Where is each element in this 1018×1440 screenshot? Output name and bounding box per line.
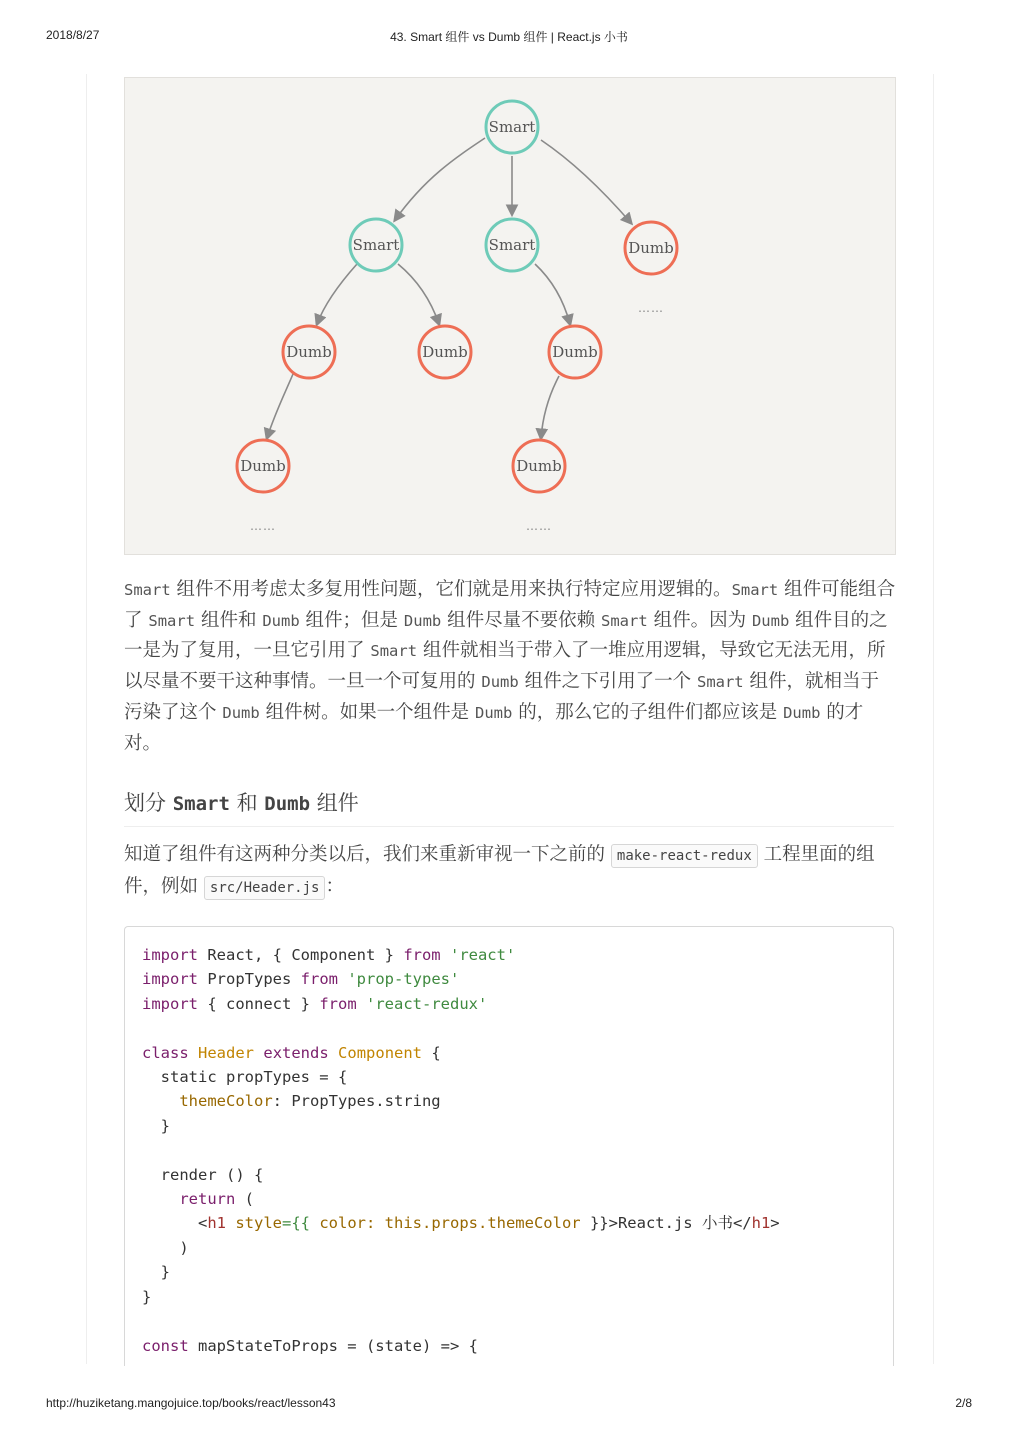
text-span: 组件之下引用了一个 [518, 671, 697, 693]
text-span: class [142, 1043, 189, 1062]
text-span: 的，那么它的子组件们都应该是 [512, 701, 784, 723]
text-span: ) [142, 1238, 189, 1257]
text-span: Dumb [783, 703, 821, 722]
text-span: React, { Component } [198, 946, 404, 964]
print-footer [0, 1396, 1018, 1414]
node-label: Smart [352, 236, 400, 254]
edge [541, 376, 559, 438]
print-page-number: 2/8 [955, 1396, 972, 1410]
text-span: 组件。因为 [647, 609, 752, 631]
text-span: h1 [207, 1214, 227, 1233]
code-text [125, 927, 893, 1358]
text-span: from [403, 946, 441, 964]
text-span: { [422, 1043, 441, 1062]
text-span: PropTypes [198, 970, 301, 989]
text-span: 组件尽量不要依赖 [441, 609, 602, 631]
ellipsis: …… [526, 519, 552, 533]
text-span: static propTypes = { [142, 1068, 348, 1087]
text-span: 组件树。如果一个组件是 [259, 701, 475, 723]
text-span: return [179, 1190, 236, 1209]
text-span: Smart [172, 793, 230, 815]
text-span: } [142, 1287, 152, 1306]
text-span: } [142, 1116, 170, 1135]
edge [541, 140, 631, 223]
text-span: 工程里面的组件，例如 [124, 844, 875, 897]
text-span: Header [198, 1043, 255, 1062]
component-tree-diagram [124, 77, 896, 555]
text-span: h1 [751, 1214, 771, 1233]
text-span: }}>React.js 小书</ [580, 1214, 752, 1233]
text-span: 和 [229, 791, 265, 815]
text-span: ： [325, 875, 344, 897]
text-span: Dumb [222, 703, 260, 722]
text-span: 'prop-types' [347, 970, 460, 989]
print-url: http://huziketang.mangojuice.top/books/react/lesson43 [46, 1396, 336, 1410]
text-span: Component [338, 1043, 423, 1062]
text-span: ={{ [282, 1214, 320, 1233]
text-span: render () { [142, 1165, 264, 1184]
text-span: 'react-redux' [366, 994, 488, 1013]
text-span: from [300, 970, 338, 989]
text-span: const [142, 1336, 189, 1355]
text-span: extends [263, 1043, 329, 1062]
text-span: Dumb [262, 611, 300, 630]
text-span: ( [235, 1190, 254, 1209]
text-span: Dumb [751, 611, 790, 630]
text-span: Dumb [474, 703, 513, 722]
text-span: 组件和 [195, 609, 263, 631]
text-span: } [142, 1263, 170, 1282]
text-span: Smart [124, 581, 171, 599]
edge [535, 264, 570, 324]
text-span: 组件 [310, 791, 359, 815]
text-span: Smart [370, 642, 418, 661]
text-span: 知道了组件有这两种分类以后，我们来重新审视一下之前的 [124, 844, 611, 865]
text-span: 组件就相当于带入了一堆应用逻辑，导致它无法无用，所以尽量不要干这种事情。一旦一个可复用的 [124, 640, 886, 693]
print-title: 43. Smart 组件 vs Dumb 组件 | React.js 小书 [390, 30, 628, 44]
section-heading [124, 786, 894, 827]
text-span: 划分 [124, 791, 173, 815]
text-span: Smart [731, 581, 779, 599]
print-header [0, 28, 1018, 46]
text-span: 组件，就相当于污染了这个 [124, 671, 880, 723]
text-span: import [142, 994, 198, 1013]
text-span: 组件；但是 [299, 609, 404, 631]
code-block [124, 926, 894, 1366]
node-label: Dumb [286, 343, 332, 361]
node-label: Dumb [422, 343, 468, 361]
node-label: Smart [488, 236, 536, 254]
paragraph-review [124, 840, 896, 903]
text-span: Smart [148, 611, 196, 630]
ellipsis: …… [638, 301, 664, 315]
text-span: 的才对。 [124, 701, 864, 754]
text-span: Dumb [264, 793, 311, 815]
text-span: : PropTypes.string [272, 1092, 441, 1111]
text-span: mapStateToProps = (state) => { [188, 1336, 478, 1355]
text-span: themeColor [179, 1092, 273, 1111]
text-span: import [142, 946, 198, 964]
node-label: Smart [488, 118, 536, 136]
text-span: style [226, 1214, 283, 1233]
node-label: Dumb [552, 343, 598, 361]
print-date: 2018/8/27 [46, 28, 100, 42]
text-span: import [142, 970, 198, 989]
text-span: > [770, 1214, 780, 1233]
text-span: 组件不用考虑太多复用性问题，它们就是用来执行特定应用逻辑的。 [170, 579, 732, 600]
text-span: 'react' [449, 946, 516, 964]
text-span: Smart [601, 611, 648, 630]
text-span: from [319, 994, 357, 1013]
ellipsis: …… [250, 519, 276, 533]
inline-code: make-react-redux [611, 844, 758, 868]
text-span: 组件目的之一是为了复用，一旦它引用了 [124, 609, 888, 662]
edge [317, 264, 357, 324]
paragraph-smart-dumb [124, 575, 896, 759]
text-span: Dumb [481, 673, 519, 692]
node-label: Dumb [240, 457, 286, 475]
node-label: Dumb [516, 457, 562, 475]
text-span: { connect } [198, 994, 320, 1013]
node-label: Dumb [628, 239, 674, 257]
text-span: Smart [696, 673, 744, 692]
edge [395, 138, 485, 220]
text-span: color: this.props.themeColor [319, 1214, 581, 1233]
edge [398, 264, 439, 324]
edge [267, 374, 293, 438]
text-span: Dumb [403, 611, 442, 630]
text-span: 组件可能组合了 [124, 579, 896, 631]
text-span: < [198, 1214, 208, 1233]
inline-code: src/Header.js [204, 876, 326, 900]
tree-svg [125, 78, 897, 556]
